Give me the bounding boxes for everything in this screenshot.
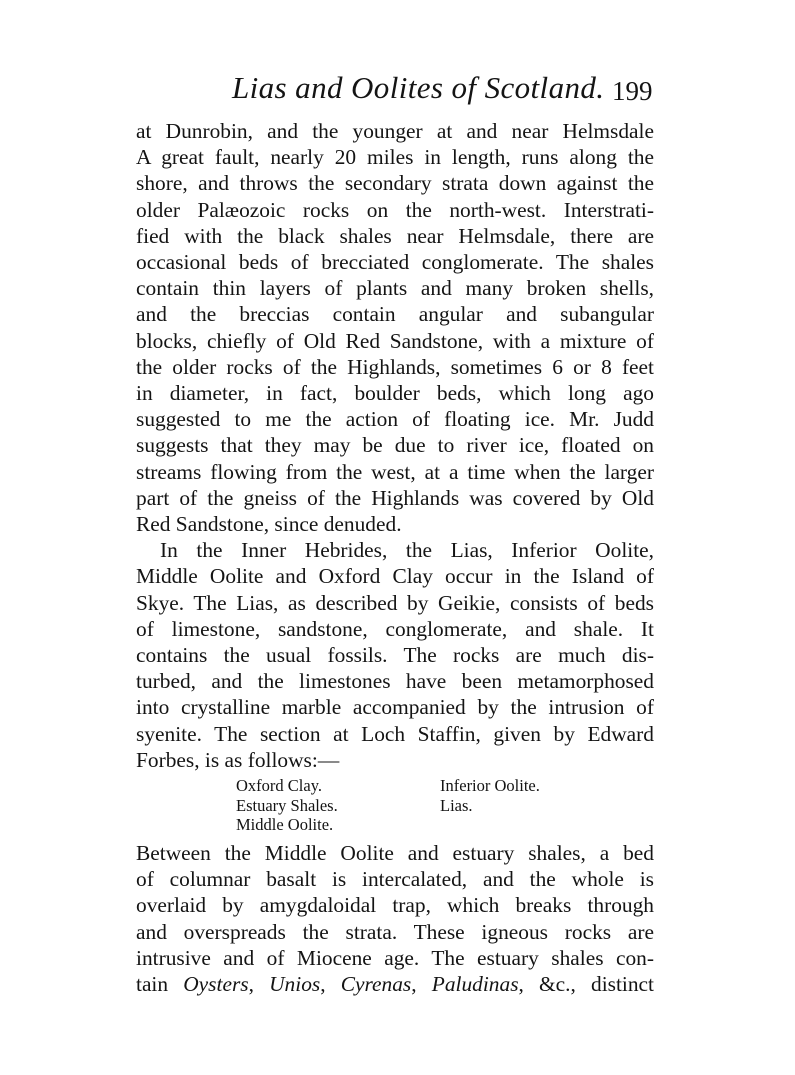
text-line: streams flowing from the west, at a time when the larger <box>136 459 654 484</box>
text-line: contain thin layers of plants and many broken shells, <box>136 276 654 301</box>
text-line: older Palæozoic rocks on the north-west. Interstrati- <box>136 197 654 222</box>
stratum-entry: Estuary Shales. <box>236 795 338 815</box>
text-fragment: , <box>320 972 341 997</box>
text-line-final <box>136 971 654 997</box>
text-line: contains the usual fossils. The rocks are much dis- <box>136 643 654 668</box>
paragraph-1 <box>136 118 654 537</box>
page-header <box>0 70 795 110</box>
text-line: Forbes, is as follows:— <box>136 747 340 772</box>
text-line: at Dunrobin, and the younger at and near Helmsdale <box>136 119 654 143</box>
text-line: syenite. The section at Loch Staffin, given by Edward <box>136 721 654 746</box>
text-line: Middle Oolite and Oxford Clay occur in the Island of <box>136 564 654 589</box>
section-table-left-column <box>236 776 338 835</box>
stratum-entry: Oxford Clay. <box>236 776 322 796</box>
text-line: suggested to me the action of floating ice. Mr. Judd <box>136 407 654 432</box>
text-fragment: tain <box>136 972 184 997</box>
text-line: Red Sandstone, since denuded. <box>136 512 402 537</box>
text-line: Between the Middle Oolite and estuary shales, a bed <box>136 841 654 866</box>
text-line: and overspreads the strata. These igneous rocks are <box>136 919 654 944</box>
text-line: in diameter, in fact, boulder beds, which long ago <box>136 381 654 406</box>
text-line: turbed, and the limestones have been metamorphosed <box>136 669 654 694</box>
paragraph-3 <box>136 840 654 997</box>
text-fragment: , <box>411 972 432 997</box>
section-table-right-column <box>440 776 540 815</box>
text-fragment: , &c., distinct <box>518 972 654 997</box>
text-line: suggests that they may be due to river ice, floated on <box>136 433 654 458</box>
text-line: fied with the black shales near Helmsdale, there are <box>136 223 654 248</box>
text-line: intrusive and of Miocene age. The estuary shales con- <box>136 945 654 970</box>
taxon-name: Paludinas <box>431 972 519 997</box>
taxon-name: Oysters <box>183 972 249 997</box>
text-line: overlaid by amygdaloidal trap, which breaks through <box>136 893 654 918</box>
text-fragment: , <box>248 972 270 997</box>
section-table <box>136 776 654 834</box>
taxon-name: Unios <box>269 972 321 997</box>
body-text <box>136 118 654 997</box>
stratum-entry: Inferior Oolite. <box>440 776 540 796</box>
text-line: part of the gneiss of the Highlands was covered by Old <box>136 485 654 510</box>
text-line: of columnar basalt is intercalated, and the whole is <box>136 867 654 892</box>
page-number: 199 <box>612 76 653 106</box>
text-line: blocks, chiefly of Old Red Sandstone, with a mixture of <box>136 328 654 353</box>
paragraph-2 <box>136 537 654 773</box>
stratum-entry: Lias. <box>440 795 473 815</box>
taxon-name: Cyrenas <box>340 972 412 997</box>
text-line: into crystalline marble accompanied by the intrusion of <box>136 695 654 720</box>
text-line: and the breccias contain angular and subangular <box>136 302 654 327</box>
text-line: In the Inner Hebrides, the Lias, Inferior Oolite, <box>160 538 654 563</box>
text-line: the older rocks of the Highlands, sometimes 6 or 8 feet <box>136 354 654 379</box>
stratum-entry: Middle Oolite. <box>236 815 334 835</box>
text-line: A great fault, nearly 20 miles in length, runs along the <box>136 145 654 170</box>
text-line: occasional beds of brecciated conglomerate. The shales <box>136 250 654 275</box>
text-line: shore, and throws the secondary strata down against the <box>136 171 654 196</box>
running-title: Lias and Oolites of Scotland. <box>232 70 605 105</box>
text-line: of limestone, sandstone, conglomerate, and shale. It <box>136 616 654 641</box>
text-line: Skye. The Lias, as described by Geikie, consists of beds <box>136 590 654 615</box>
